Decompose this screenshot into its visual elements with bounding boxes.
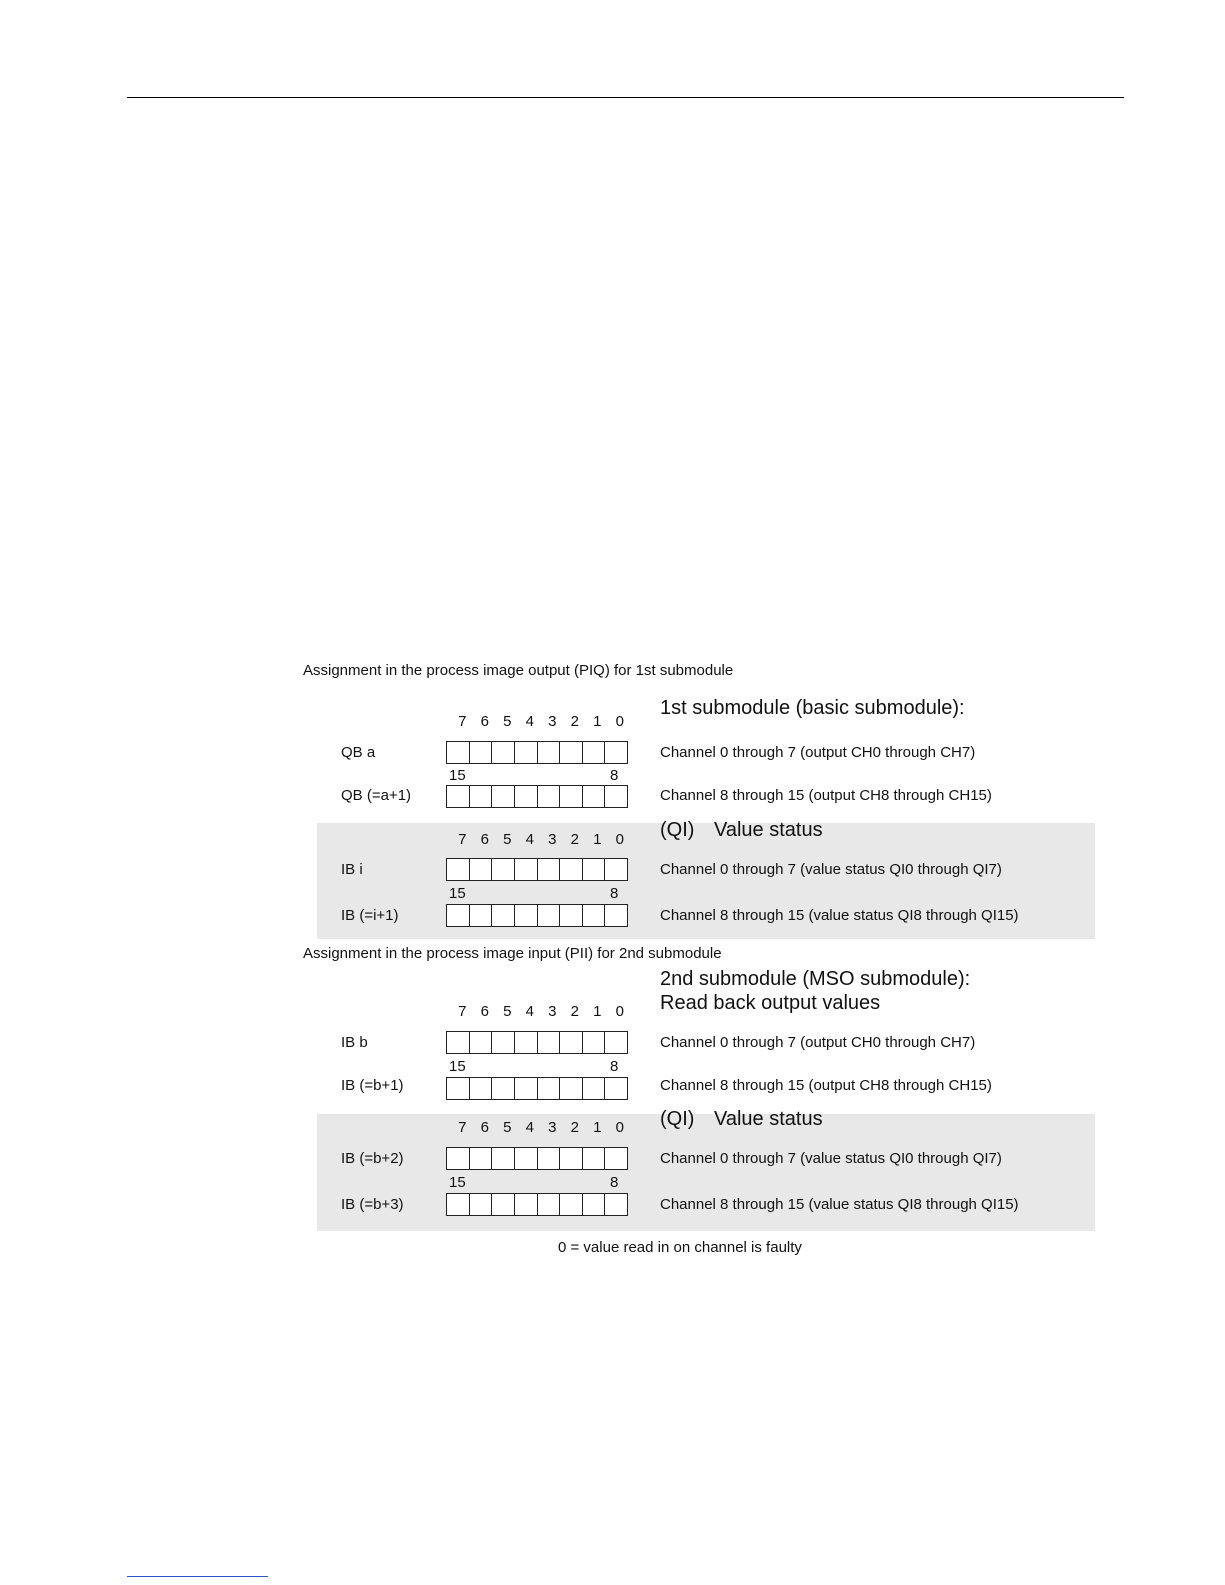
bit-number: 7	[458, 713, 467, 730]
bit-cell	[537, 904, 561, 927]
bit-cell	[604, 741, 628, 764]
high-bit-label: 15	[449, 1058, 466, 1075]
channel-description: Channel 0 through 7 (value status QI0 through QI7)	[660, 1150, 1002, 1167]
register-label: QB (=a+1)	[341, 787, 412, 804]
bit-field	[446, 858, 628, 881]
bit-number: 1	[593, 1003, 602, 1020]
bit-number: 3	[548, 1003, 557, 1020]
bit-number-row	[451, 831, 631, 851]
bit-cell	[491, 1147, 515, 1170]
channel-description: Channel 0 through 7 (output CH0 through CH7)	[660, 1034, 976, 1051]
bit-cell	[446, 1193, 470, 1216]
bit-cell	[446, 741, 470, 764]
block1-title: Assignment in the process image output (PIQ) for 1st submodule	[303, 662, 734, 679]
channel-description: Channel 8 through 15 (value status QI8 through QI15)	[660, 907, 1019, 924]
register-label: IB b	[341, 1034, 368, 1051]
bit-cell	[559, 741, 583, 764]
bit-cell	[537, 1147, 561, 1170]
bit-cell	[446, 904, 470, 927]
bit-cell	[514, 741, 538, 764]
channel-description: Channel 8 through 15 (output CH8 through CH15)	[660, 787, 992, 804]
footnote: 0 = value read in on channel is faulty	[558, 1239, 802, 1256]
register-label: QB a	[341, 744, 376, 761]
bit-cell	[559, 1147, 583, 1170]
bit-number: 7	[458, 1003, 467, 1020]
bit-number: 4	[525, 1003, 535, 1020]
bit-number: 6	[480, 713, 490, 730]
bit-cell	[604, 785, 628, 808]
register-label: IB (=i+1)	[341, 907, 399, 924]
low-bit-label: 8	[610, 1058, 619, 1075]
bit-cell	[582, 858, 606, 881]
block2-main-heading: 2nd submodule (MSO submodule):	[660, 968, 971, 990]
value-status-title: Value status	[714, 819, 823, 841]
bit-cell	[559, 1031, 583, 1054]
bit-cell	[491, 1031, 515, 1054]
bit-cell	[514, 785, 538, 808]
bit-cell	[537, 785, 561, 808]
bit-cell	[537, 1193, 561, 1216]
bit-cell	[469, 1031, 493, 1054]
bit-cell	[469, 1077, 493, 1100]
bit-number-row	[451, 1003, 631, 1023]
bit-cell	[514, 1077, 538, 1100]
bit-cell	[446, 1077, 470, 1100]
bit-cell	[582, 785, 606, 808]
block2-title: Assignment in the process image input (PII) for 2nd submodule	[303, 945, 722, 962]
bit-number: 0	[615, 1003, 625, 1020]
low-bit-label: 8	[610, 885, 619, 902]
bit-number-row	[451, 713, 631, 733]
bit-cell	[446, 858, 470, 881]
bit-number: 5	[503, 1003, 512, 1020]
bit-cell	[469, 741, 493, 764]
bit-cell	[604, 1147, 628, 1170]
bit-number: 4	[525, 1119, 535, 1136]
channel-description: Channel 8 through 15 (value status QI8 through QI15)	[660, 1196, 1019, 1213]
channel-description: Channel 8 through 15 (output CH8 through CH15)	[660, 1077, 992, 1094]
low-bit-label: 8	[610, 1174, 619, 1191]
bit-cell	[582, 904, 606, 927]
bit-field	[446, 1193, 628, 1216]
bit-cell	[582, 741, 606, 764]
bit-cell	[582, 1147, 606, 1170]
bit-number: 1	[593, 831, 602, 848]
bit-cell	[469, 858, 493, 881]
bit-number: 0	[615, 831, 625, 848]
header-rule	[127, 97, 1124, 98]
qi-label: (QI)	[660, 1108, 695, 1130]
bit-field	[446, 1077, 628, 1100]
high-bit-label: 15	[449, 885, 466, 902]
value-status-heading	[660, 1108, 823, 1131]
bit-cell	[446, 1031, 470, 1054]
bit-cell	[491, 785, 515, 808]
bit-number: 3	[548, 713, 557, 730]
bit-number: 5	[503, 713, 512, 730]
qi-label: (QI)	[660, 819, 695, 841]
bit-cell	[537, 858, 561, 881]
bit-number: 1	[593, 1119, 602, 1136]
bit-cell	[604, 1193, 628, 1216]
value-status-panel	[317, 1114, 1095, 1231]
block2-main-subheading: Read back output values	[660, 992, 881, 1014]
bit-field	[446, 785, 628, 808]
value-status-heading	[660, 819, 823, 842]
bit-cell	[469, 904, 493, 927]
bit-cell	[491, 741, 515, 764]
register-label: IB (=b+1)	[341, 1077, 404, 1094]
bit-cell	[514, 1031, 538, 1054]
bit-cell	[582, 1193, 606, 1216]
low-bit-label: 8	[610, 767, 619, 784]
bit-number: 6	[480, 1119, 490, 1136]
bit-cell	[446, 1147, 470, 1170]
bit-cell	[582, 1031, 606, 1054]
bit-number: 6	[480, 1003, 490, 1020]
block1-main-heading: 1st submodule (basic submodule):	[660, 697, 965, 719]
footer-rule	[127, 1576, 268, 1577]
bit-cell	[514, 1193, 538, 1216]
bit-cell	[491, 1193, 515, 1216]
bit-cell	[469, 1193, 493, 1216]
bit-cell	[469, 1147, 493, 1170]
bit-number: 2	[570, 1003, 580, 1020]
bit-number: 7	[458, 1119, 467, 1136]
bit-field	[446, 1031, 628, 1054]
bit-number: 2	[570, 1119, 580, 1136]
bit-cell	[559, 785, 583, 808]
bit-cell	[514, 1147, 538, 1170]
bit-number: 5	[503, 831, 512, 848]
bit-cell	[469, 785, 493, 808]
high-bit-label: 15	[449, 1174, 466, 1191]
bit-cell	[537, 1077, 561, 1100]
bit-number: 1	[593, 713, 602, 730]
bit-cell	[604, 904, 628, 927]
bit-number: 4	[525, 831, 535, 848]
bit-number: 6	[480, 831, 490, 848]
bit-cell	[559, 904, 583, 927]
register-label: IB (=b+3)	[341, 1196, 404, 1213]
bit-field	[446, 741, 628, 764]
bit-cell	[491, 904, 515, 927]
bit-number: 3	[548, 1119, 557, 1136]
bit-cell	[604, 1031, 628, 1054]
bit-cell	[559, 1077, 583, 1100]
bit-cell	[559, 858, 583, 881]
bit-number: 5	[503, 1119, 512, 1136]
value-status-title: Value status	[714, 1108, 823, 1130]
bit-number: 0	[615, 1119, 625, 1136]
bit-cell	[446, 785, 470, 808]
bit-cell	[537, 741, 561, 764]
register-label: IB (=b+2)	[341, 1150, 404, 1167]
bit-number-row	[451, 1119, 631, 1139]
bit-cell	[514, 904, 538, 927]
bit-number: 2	[570, 831, 580, 848]
bit-number: 2	[570, 713, 580, 730]
bit-cell	[537, 1031, 561, 1054]
channel-description: Channel 0 through 7 (output CH0 through CH7)	[660, 744, 976, 761]
bit-field	[446, 1147, 628, 1170]
bit-number: 4	[525, 713, 535, 730]
bit-cell	[559, 1193, 583, 1216]
bit-cell	[582, 1077, 606, 1100]
bit-field	[446, 904, 628, 927]
bit-cell	[604, 858, 628, 881]
register-label: IB i	[341, 861, 363, 878]
bit-number: 0	[615, 713, 625, 730]
channel-description: Channel 0 through 7 (value status QI0 through QI7)	[660, 861, 1002, 878]
bit-number: 3	[548, 831, 557, 848]
high-bit-label: 15	[449, 767, 466, 784]
bit-cell	[491, 858, 515, 881]
bit-cell	[491, 1077, 515, 1100]
bit-cell	[514, 858, 538, 881]
bit-cell	[604, 1077, 628, 1100]
bit-number: 7	[458, 831, 467, 848]
